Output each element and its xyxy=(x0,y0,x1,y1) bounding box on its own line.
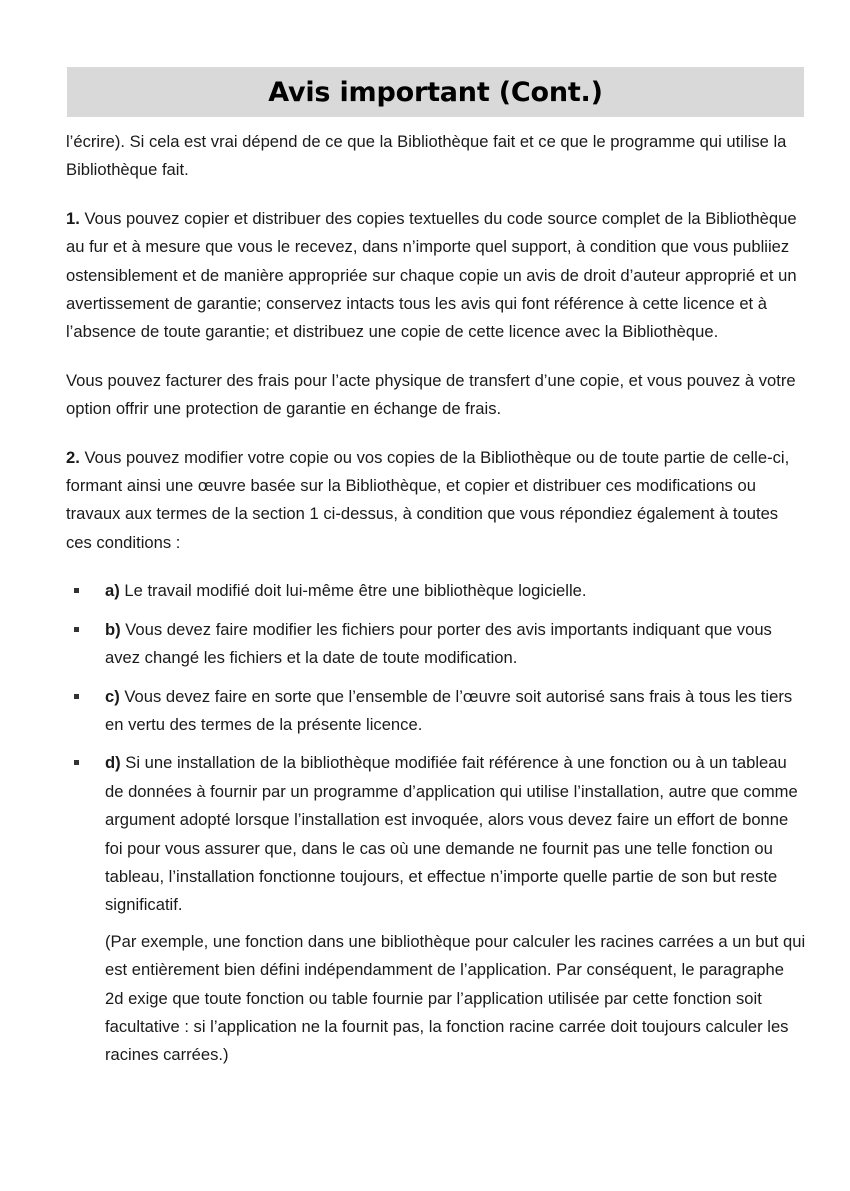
condition-b-text: Vous devez faire modifier les fichiers pour porter des avis importants indiquant que vous avez changé les fichiers et la date de toute modification. xyxy=(105,619,772,668)
condition-c-label: c) xyxy=(105,686,120,706)
square-bullet-icon xyxy=(74,588,79,593)
conditions-list xyxy=(66,577,806,1070)
square-bullet-icon xyxy=(74,627,79,632)
page-header xyxy=(67,67,804,117)
section-1-number: 1. xyxy=(66,208,80,228)
condition-a-label: a) xyxy=(105,581,120,601)
section-2-text: Vous pouvez modifier votre copie ou vos copies de la Bibliothèque ou de toute partie de celle-ci, formant ainsi une œuvre basée sur la Bibliothèque, et copier et distribuer ces modifications ou travaux aux termes de la section 1 ci-dessus, à condition que vous répondiez également à toutes ces conditions : xyxy=(66,447,790,552)
condition-d-example-note: (Par exemple, une fonction dans une bibliothèque pour calculer les racines carrées a un but qui est entièrement bien défini indépendamment de l’application. Par conséquent, le paragraphe 2d exige que toute fonction ou table fournie par l’application utilisée par cette fonction soit facultative : si l’application ne la fournit pas, la fonction racine carrée doit toujours calculer les racines carrées.) xyxy=(105,931,806,1065)
section-2-number: 2. xyxy=(66,447,80,467)
page-title: Avis important (Cont.) xyxy=(268,76,603,108)
condition-b xyxy=(66,616,806,673)
condition-c xyxy=(66,683,806,740)
condition-d-text: Si une installation de la bibliothèque modifiée fait référence à une fonction ou à un tableau de données à fournir par un programme d’application qui utilise l’installation, autre que comme argument adopté lorsque l’installation est invoquée, alors vous devez faire un effort de bonne foi pour vous assurer que, dans le cas où une demande ne fournit pas une telle fonction ou tableau, l’installation fonctionne toujours, et effectue n’importe quelle partie de son but reste significatif. xyxy=(105,753,798,915)
condition-b-label: b) xyxy=(105,619,121,639)
section-2-paragraph xyxy=(66,444,806,558)
fees-paragraph: Vous pouvez facturer des frais pour l’acte physique de transfert d’une copie, et vous pouvez à votre option offrir une protection de garantie en échange de frais. xyxy=(66,370,796,419)
section-1-text: Vous pouvez copier et distribuer des copies textuelles du code source complet de la Bibliothèque au fur et à mesure que vous le recevez, dans n’importe quel support, à condition que vous publiiez ostensiblement et de manière appropriée sur chaque copie un avis de droit d’auteur approprié et un avertissement de garantie; conservez intacts tous les avis qui font référence à cette licence et à l’absence de toute garantie; et distribuez une copie de cette licence avec la Bibliothèque. xyxy=(66,208,797,342)
condition-c-text: Vous devez faire en sorte que l’ensemble de l’œuvre soit autorisé sans frais à tous les tiers en vertu des termes de la présente licence. xyxy=(105,686,793,734)
condition-a xyxy=(66,577,806,605)
square-bullet-icon xyxy=(74,760,79,765)
document-body xyxy=(66,128,806,1080)
condition-d xyxy=(66,749,806,1069)
square-bullet-icon xyxy=(74,694,79,699)
intro-paragraph: l’écrire). Si cela est vrai dépend de ce que la Bibliothèque fait et ce que le programme qui utilise la Bibliothèque fait. xyxy=(66,132,787,180)
condition-a-text: Le travail modifié doit lui-même être une bibliothèque logicielle. xyxy=(119,581,587,601)
condition-d-label: d) xyxy=(105,753,121,773)
section-1-paragraph xyxy=(66,205,806,347)
